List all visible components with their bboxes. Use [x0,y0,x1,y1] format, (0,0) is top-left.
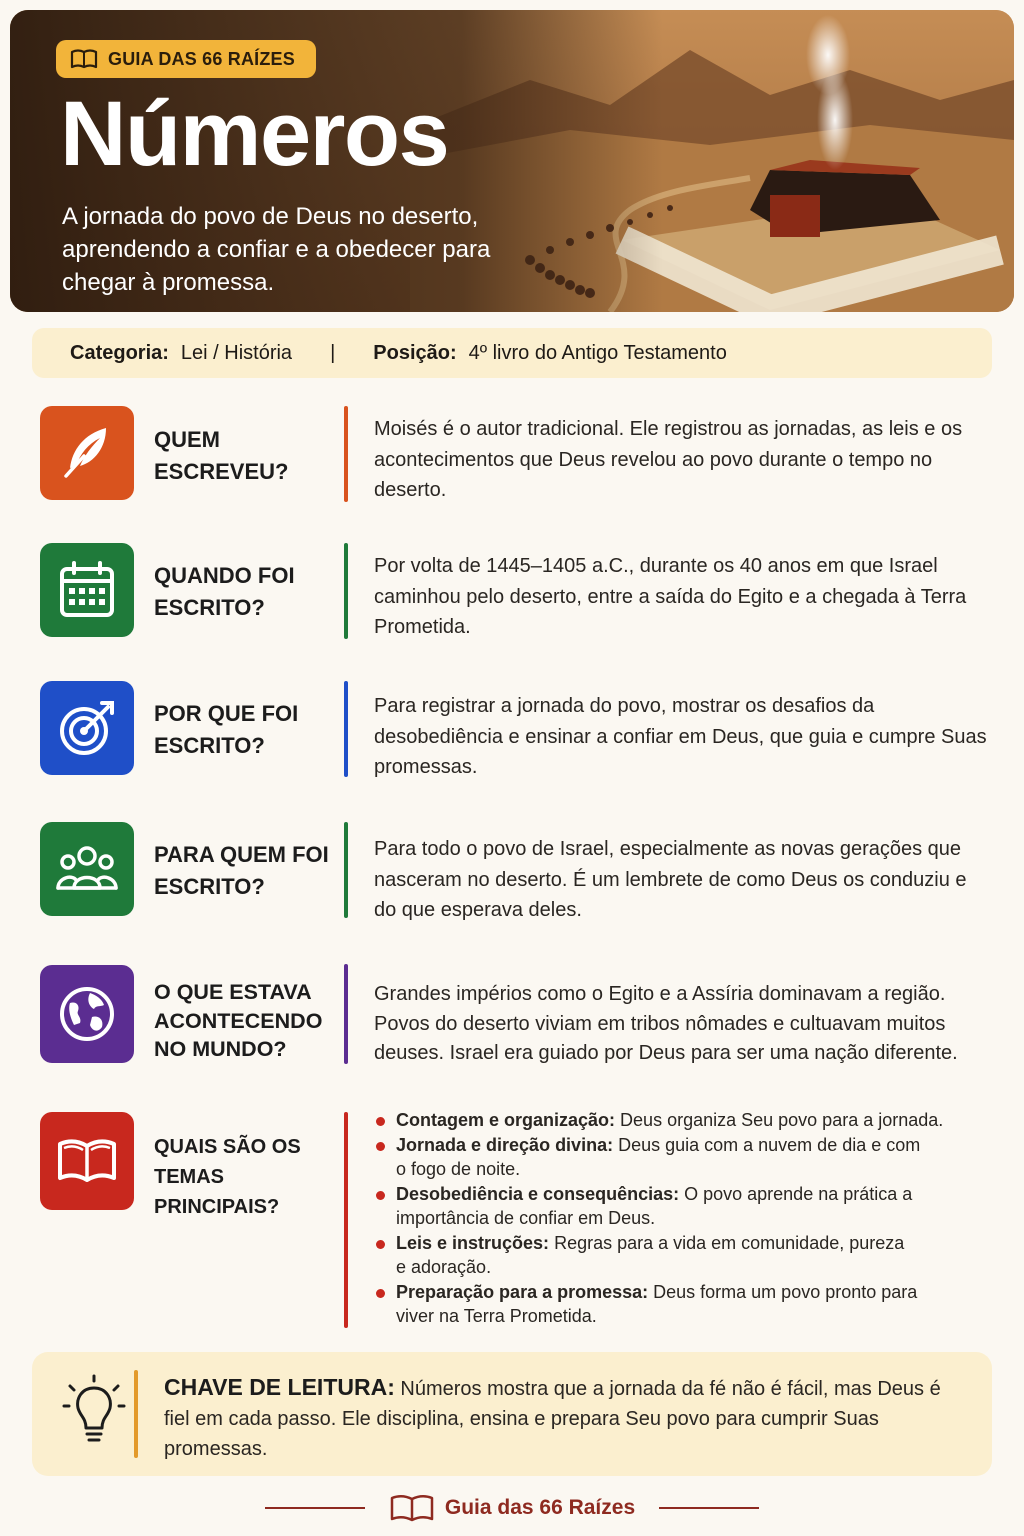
footer-divider-right [659,1507,759,1509]
question-author: QUEM ESCREVEU? [154,427,289,484]
globe-tile [40,965,134,1063]
category-label: Categoria: [70,341,169,364]
answer-date: Por volta de 1445–1405 a.C., durante os 40 anos em que Israel caminhou pelo deserto, entre a saída do Egito e a chegada à Terra Prometida. [374,555,967,638]
theme-item [374,1231,914,1280]
theme-title: Preparação para a promessa: [396,1281,649,1302]
answer-world-context: Grandes impérios como o Egito e a Assíria dominavam a região. Povos do deserto viviam em tribos nômades e cultuavam muitos deuses. Israel era guiado por Deus para ser uma nação diferente. [374,983,958,1064]
answer-purpose: Para registrar a jornada do povo, mostrar os desafios da desobediência e ensinar a confiar em Deus, que guia e cumpre Suas promessas. [374,695,987,778]
question-themes: QUAIS SÃO OS TEMAS PRINCIPAIS? [154,1136,301,1218]
key-body: Números mostra que a jornada da fé não é fácil, mas Deus é fiel em cada passo. Ele disciplina, ensina e prepara Seu povo para cumprir Suas promessas. [164,1378,941,1460]
section-themes [40,1108,990,1328]
section-audience [40,822,990,921]
accent-bar [344,1112,348,1328]
section-author [40,406,990,502]
section-purpose [40,681,990,777]
accent-bar [344,543,348,639]
footer [0,1488,1024,1528]
hero-banner [10,10,1014,312]
meta-separator: | [330,341,336,364]
key-text [164,1372,964,1464]
book-meta-bar [32,328,992,378]
theme-text: Deus guia com a nuvem de dia e com o fogo de noite. [396,1134,921,1179]
theme-title: Leis e instruções: [396,1232,550,1253]
question-date: QUANDO FOI ESCRITO? [154,563,295,620]
calendar-tile [40,543,134,637]
lightbulb-icon [62,1374,126,1448]
theme-text: O povo aprende na prática a importância de confiar em Deus. [396,1183,913,1228]
book-icon [70,48,98,70]
theme-text: Deus organiza Seu povo para a jornada. [615,1110,944,1130]
people-icon [54,836,120,902]
key-title: CHAVE DE LEITURA: [164,1374,395,1400]
open-book-icon [54,1128,120,1194]
quill-tile [40,406,134,500]
quill-icon [54,420,120,486]
themes-list [374,1108,990,1329]
accent-bar [344,406,348,502]
theme-title: Desobediência e consequências: [396,1183,680,1204]
answer-audience: Para todo o povo de Israel, especialmente as novas gerações que nasceram no deserto. É um lembrete de como Deus os conduziu e do que esperava deles. [374,838,967,921]
theme-item [374,1108,990,1133]
guide-badge [56,40,316,78]
theme-item [374,1280,934,1329]
key-accent-bar [134,1370,138,1458]
footer-brand-label: Guia das 66 Raízes [444,1496,636,1519]
page-subtitle: A jornada do povo de Deus no deserto, aprendendo a confiar e a obedecer para chegar à promessa. [62,203,491,296]
target-icon [54,695,120,761]
accent-bar [344,822,348,918]
people-tile [40,822,134,916]
position-label: Posição: [373,341,457,364]
accent-bar [344,681,348,777]
question-audience: PARA QUEM FOI ESCRITO? [154,842,329,899]
calendar-icon [54,557,120,623]
book-icon [389,1493,435,1523]
question-purpose: POR QUE FOI ESCRITO? [154,701,299,758]
section-date [40,543,990,639]
open-book-tile [40,1112,134,1210]
theme-title: Contagem e organização: [396,1110,616,1130]
footer-brand [389,1493,635,1523]
answer-author: Moisés é o autor tradicional. Ele registrou as jornadas, as leis e os acontecimentos que Deus revelou ao povo durante o tempo no deserto. [374,418,963,501]
badge-label: GUIA DAS 66 RAÍZES [108,48,295,69]
footer-divider-left [265,1507,365,1509]
theme-text: Regras para a vida em comunidade, pureza e adoração. [396,1232,905,1277]
theme-title: Jornada e direção divina: [396,1134,614,1155]
theme-item [374,1133,934,1182]
section-world-context [40,964,990,1064]
question-world-context: O QUE ESTAVA ACONTECENDO NO MUNDO? [154,980,323,1061]
reading-key-box [32,1352,992,1476]
page-title: Números [60,83,449,185]
accent-bar [344,964,348,1064]
category-value: Lei / História [180,341,293,364]
theme-item [374,1182,964,1231]
theme-text: Deus forma um povo pronto para viver na Terra Prometida. [396,1281,918,1326]
target-tile [40,681,134,775]
position-value: 4º livro do Antigo Testamento [468,341,727,364]
globe-icon [54,981,120,1047]
